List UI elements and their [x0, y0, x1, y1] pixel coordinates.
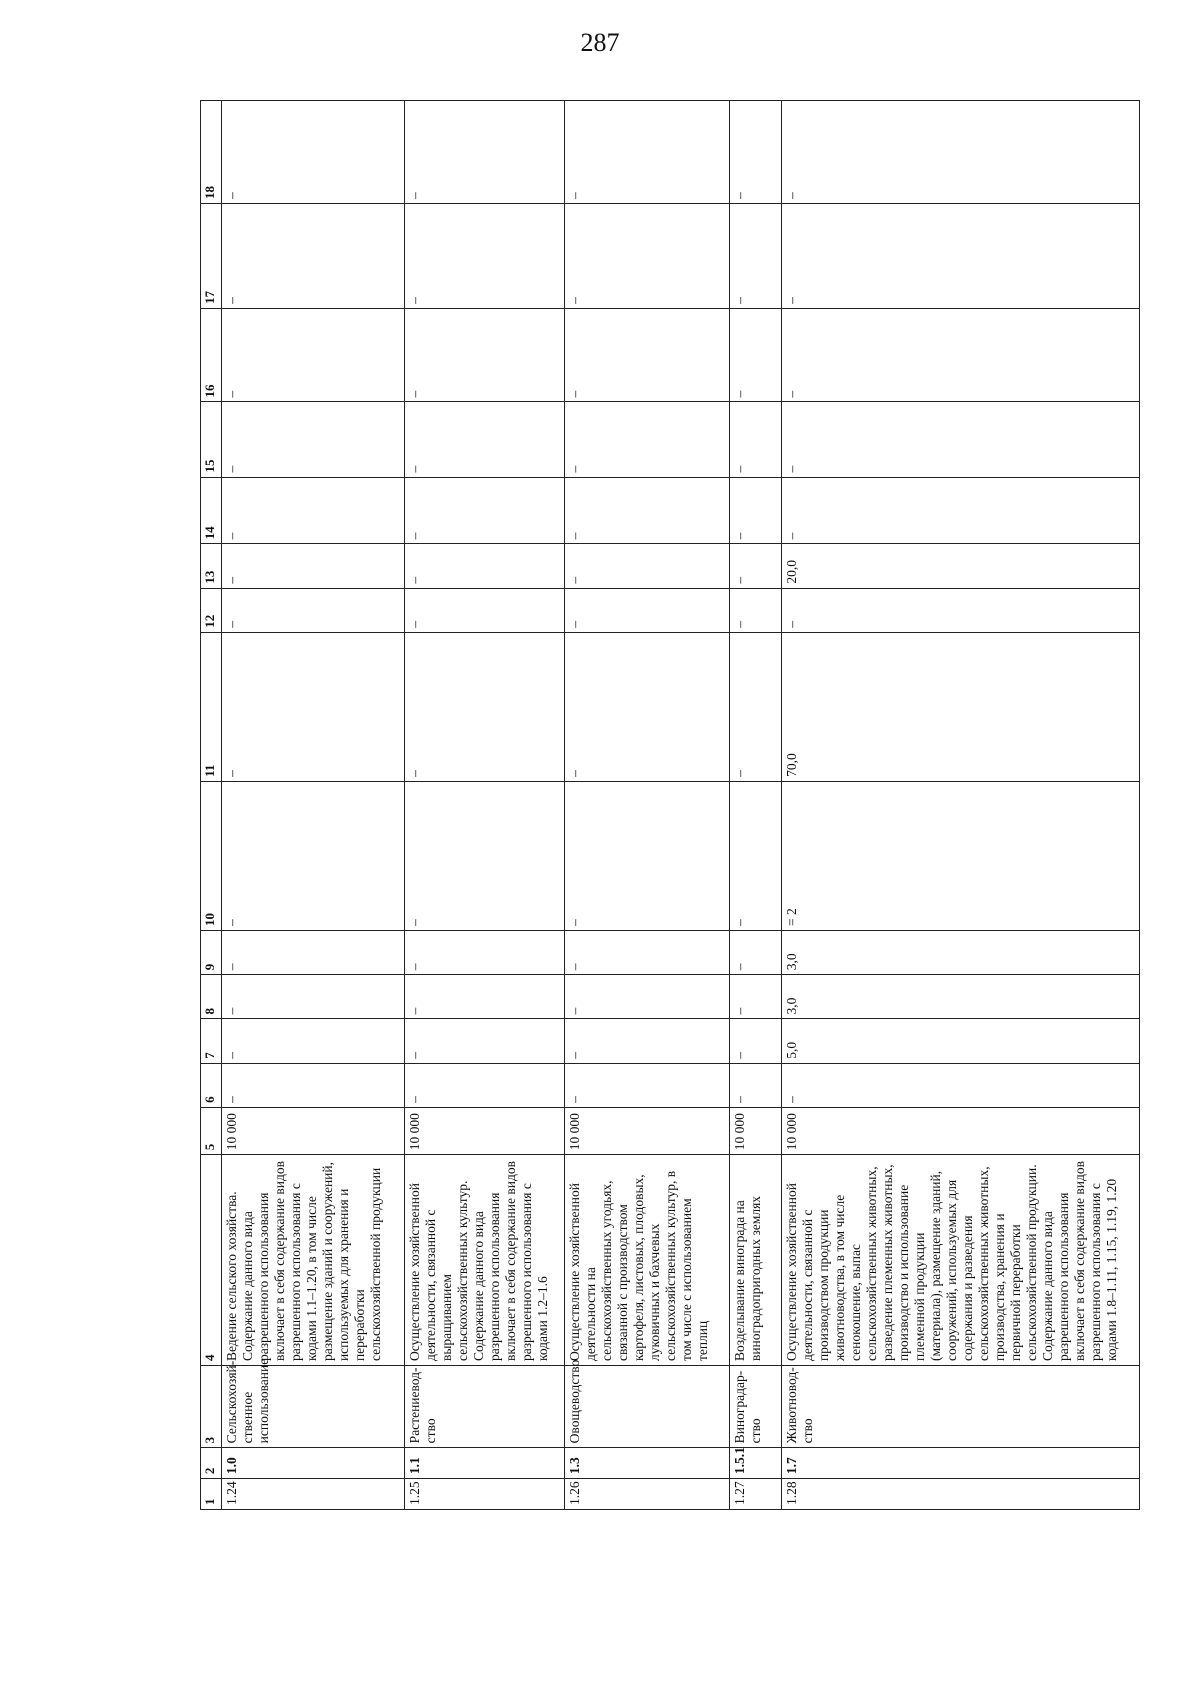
- cell-col-16: –: [565, 308, 730, 402]
- cell-col-4: Ведение сельского хозяйства. Содержание данного вида разрешенного использования включает в себя содержание видов разрешенного использования с кодами 1.1–1.20, в том числе размещение зданий и сооружений, используемых для хранения и переработки сельскохозяйственной продукции: [222, 1155, 405, 1366]
- cell-col-4: Возделывание винограда на виноградопригодных землях: [729, 1155, 781, 1366]
- cell-col-12: –: [222, 588, 405, 632]
- cell-col-13: 20,0: [782, 544, 1140, 588]
- cell-col-10: –: [404, 781, 565, 930]
- cell-col-8: –: [565, 975, 730, 1019]
- column-header-13: 13: [201, 544, 222, 588]
- cell-col-5: 10 000: [782, 1107, 1140, 1154]
- rotated-table-container: [200, 100, 1140, 1510]
- cell-col-2: 1.5.1: [729, 1448, 781, 1479]
- cell-col-5: 10 000: [404, 1107, 565, 1154]
- cell-col-2: 1.1: [404, 1448, 565, 1479]
- cell-col-15: –: [729, 402, 781, 477]
- cell-col-9: –: [222, 931, 405, 975]
- cell-col-18: –: [729, 101, 781, 204]
- cell-col-17: –: [729, 203, 781, 308]
- column-header-6: 6: [201, 1063, 222, 1107]
- cell-col-14: –: [404, 477, 565, 544]
- cell-col-1: 1.25: [404, 1479, 565, 1510]
- cell-col-1: 1.26: [565, 1479, 730, 1510]
- cell-col-10: –: [729, 781, 781, 930]
- cell-col-18: –: [782, 101, 1140, 204]
- cell-col-11: –: [222, 632, 405, 781]
- cell-col-2: 1.7: [782, 1448, 1140, 1479]
- cell-col-3: Сельскохозяй-ственное использование: [222, 1366, 405, 1448]
- cell-col-15: –: [782, 402, 1140, 477]
- cell-col-14: –: [729, 477, 781, 544]
- table-row: [404, 101, 565, 1510]
- page-number: 287: [580, 28, 620, 57]
- cell-col-1: 1.27: [729, 1479, 781, 1510]
- column-header-5: 5: [201, 1107, 222, 1154]
- column-header-18: 18: [201, 101, 222, 204]
- cell-col-12: –: [729, 588, 781, 632]
- cell-col-8: 3,0: [782, 975, 1140, 1019]
- cell-col-7: –: [729, 1019, 781, 1063]
- column-header-15: 15: [201, 402, 222, 477]
- cell-col-3: Животновод-ство: [782, 1366, 1140, 1448]
- cell-col-9: 3,0: [782, 931, 1140, 975]
- cell-col-17: –: [222, 203, 405, 308]
- table-row: [222, 101, 405, 1510]
- column-header-17: 17: [201, 203, 222, 308]
- cell-col-6: –: [729, 1063, 781, 1107]
- cell-col-16: –: [782, 308, 1140, 402]
- cell-col-17: –: [565, 203, 730, 308]
- cell-col-18: –: [222, 101, 405, 204]
- cell-col-2: 1.0: [222, 1448, 405, 1479]
- cell-col-5: 10 000: [565, 1107, 730, 1154]
- cell-col-5: 10 000: [729, 1107, 781, 1154]
- cell-col-15: –: [222, 402, 405, 477]
- cell-col-3: Овощеводство: [565, 1366, 730, 1448]
- cell-col-11: 70,0: [782, 632, 1140, 781]
- cell-col-4: Осуществление хозяйственной деятельности, связанной с производством продукции животноводства, в том числе сенокошение, выпас сельскохозяйственных животных, разведение племенных животных, производство и использование племенной продукции (материала), размещение зданий, сооружений, используемых для содержания и разведения сельскохозяйственных животных, производства, хранения и первичной переработки сельскохозяйственной продукции. Содержание данного вида разрешенного использования включает в себя содержание видов разрешенного использования с кодами 1.8–1.11, 1.15, 1.19, 1.20: [782, 1155, 1140, 1366]
- column-header-4: 4: [201, 1155, 222, 1366]
- cell-col-14: –: [222, 477, 405, 544]
- header-row: [201, 101, 222, 1510]
- cell-col-4: Осуществление хозяйственной деятельности на сельскохозяйственных угодьях, связанной с производством картофеля, листовых, плодовых, луковичных и бахчевых сельскохозяйственных культур, в том числе с использованием теплиц: [565, 1155, 730, 1366]
- cell-col-14: –: [565, 477, 730, 544]
- cell-col-1: 1.28: [782, 1479, 1140, 1510]
- cell-col-9: –: [565, 931, 730, 975]
- cell-col-12: –: [782, 588, 1140, 632]
- column-header-10: 10: [201, 781, 222, 930]
- cell-col-17: –: [782, 203, 1140, 308]
- column-header-11: 11: [201, 632, 222, 781]
- cell-col-18: –: [404, 101, 565, 204]
- column-header-14: 14: [201, 477, 222, 544]
- column-header-2: 2: [201, 1448, 222, 1479]
- column-header-9: 9: [201, 931, 222, 975]
- column-header-1: 1: [201, 1479, 222, 1510]
- cell-col-11: –: [729, 632, 781, 781]
- cell-col-7: 5,0: [782, 1019, 1140, 1063]
- cell-col-2: 1.3: [565, 1448, 730, 1479]
- cell-col-14: –: [782, 477, 1140, 544]
- cell-col-6: –: [222, 1063, 405, 1107]
- table-body: [222, 101, 1140, 1510]
- cell-col-13: –: [565, 544, 730, 588]
- cell-col-17: –: [404, 203, 565, 308]
- cell-col-7: –: [222, 1019, 405, 1063]
- cell-col-7: –: [404, 1019, 565, 1063]
- cell-col-8: –: [404, 975, 565, 1019]
- cell-col-13: –: [404, 544, 565, 588]
- cell-col-8: –: [729, 975, 781, 1019]
- column-header-8: 8: [201, 975, 222, 1019]
- cell-col-11: –: [565, 632, 730, 781]
- cell-col-15: –: [565, 402, 730, 477]
- cell-col-6: –: [404, 1063, 565, 1107]
- cell-col-6: –: [782, 1063, 1140, 1107]
- cell-col-11: –: [404, 632, 565, 781]
- column-header-7: 7: [201, 1019, 222, 1063]
- cell-col-10: = 2: [782, 781, 1140, 930]
- cell-col-12: –: [404, 588, 565, 632]
- cell-col-3: Растениевод-ство: [404, 1366, 565, 1448]
- cell-col-18: –: [565, 101, 730, 204]
- cell-col-5: 10 000: [222, 1107, 405, 1154]
- cell-col-7: –: [565, 1019, 730, 1063]
- cell-col-3: Виноградар-ство: [729, 1366, 781, 1448]
- cell-col-16: –: [222, 308, 405, 402]
- permitted-use-table: [200, 100, 1140, 1510]
- cell-col-13: –: [222, 544, 405, 588]
- cell-col-10: –: [565, 781, 730, 930]
- cell-col-15: –: [404, 402, 565, 477]
- cell-col-4: Осуществление хозяйственной деятельности, связанной с выращиванием сельскохозяйственных культур. Содержание данного вида разрешенного использования включает в себя содержание видов разрешенного использования с кодами 1.2–1.6: [404, 1155, 565, 1366]
- cell-col-16: –: [729, 308, 781, 402]
- cell-col-8: –: [222, 975, 405, 1019]
- table-row: [782, 101, 1140, 1510]
- table-row: [729, 101, 781, 1510]
- cell-col-13: –: [729, 544, 781, 588]
- column-header-16: 16: [201, 308, 222, 402]
- cell-col-9: –: [404, 931, 565, 975]
- column-header-3: 3: [201, 1366, 222, 1448]
- column-header-12: 12: [201, 588, 222, 632]
- cell-col-12: –: [565, 588, 730, 632]
- cell-col-16: –: [404, 308, 565, 402]
- cell-col-6: –: [565, 1063, 730, 1107]
- cell-col-1: 1.24: [222, 1479, 405, 1510]
- cell-col-9: –: [729, 931, 781, 975]
- cell-col-10: –: [222, 781, 405, 930]
- table-row: [565, 101, 730, 1510]
